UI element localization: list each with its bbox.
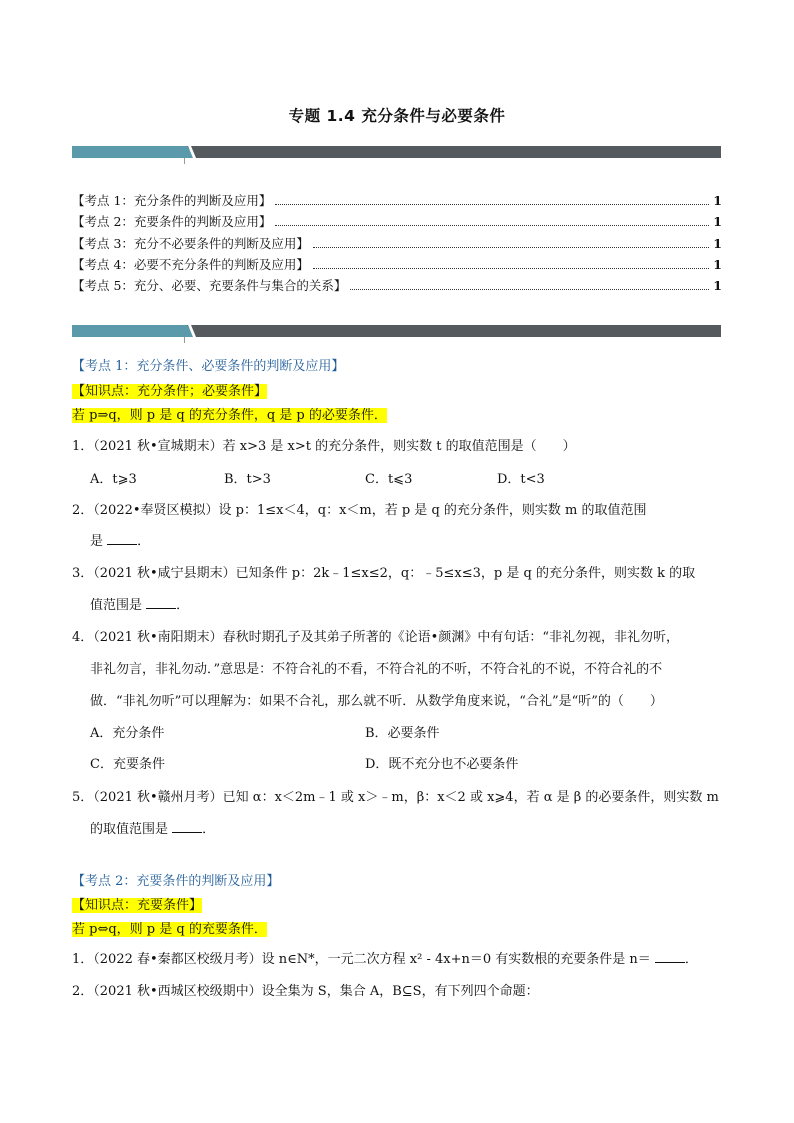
answer-blank[interactable] — [655, 950, 685, 963]
option-a[interactable]: A．t⩾3 — [90, 472, 137, 487]
toc-page-number: 1 — [713, 256, 722, 272]
option-d[interactable]: D．既不充分也不必要条件 — [365, 757, 519, 772]
option-c[interactable]: C．充要条件 — [90, 757, 165, 772]
toc-page-number: 1 — [713, 193, 722, 208]
question-5-line-1: 5．（2021 秋•赣州月考）已知 α：x＜2m﹣1 或 x＞﹣m，β：x＜2 或 x⩾4，若 α 是 β 的必要条件，则实数 m — [72, 790, 719, 805]
question-4-line-3: 做．“非礼勿听”可以理解为：如果不合礼，那么就不听．从数学角度来说，“合礼”是“听”的（ ） — [90, 694, 663, 709]
table-of-contents — [72, 190, 722, 296]
option-b[interactable]: B．t>3 — [224, 472, 271, 487]
option-c[interactable]: C．t⩽3 — [365, 472, 413, 487]
toc-label: 【考点 5：充分、必要、充要条件与集合的关系】 — [72, 278, 347, 294]
knowledge-rule: 若 p⇔q，则 p 是 q 的充要条件． — [72, 922, 267, 937]
question-1: 1．（2021 秋•宣城期末）若 x>3 是 x>t 的充分条件，则实数 t 的取值范围是（ ） — [72, 439, 576, 454]
decorative-bar — [72, 325, 721, 337]
toc-item[interactable] — [72, 254, 722, 275]
question-3-line-1: 3．（2021 秋•咸宁县期末）已知条件 p：2k﹣1≤x≤2，q：﹣5≤x≤3，p 是 q 的充分条件，则实数 k 的取 — [72, 566, 696, 581]
toc-page-number: 1 — [713, 278, 722, 294]
option-b[interactable]: B．必要条件 — [365, 726, 440, 741]
question-1: 1．（2022 春•秦都区校级月考）设 n∈N*，一元二次方程 x² - 4x+n＝0 有实数根的充要条件是 n＝ — [72, 952, 651, 967]
document-page: 专题 1.4 充分条件与必要条件 【考点 1：充分条件的判断及应用】 1 【考点 2：充要条件的判断及应用】 1 【考点 3：充分不必要条件的判断及应用】 1 【考点 4：必要不充分条件的判断及应用】 1 【考点 5：充分、必要、充要条件与集合的关系】 1 【考点 1：充分条件、必要条件的判断及应用】 【知识点：充分条件；必要条件】 若 p⇒q，则 p 是 q 的充分条件，q 是 p 的必要条件． 1．（2021 秋•宣城期末）若 x>3 是 x>t 的充分条件，则实数 t 的取值范围是（ ） A．t⩾3 B．t>3 C．t⩽3 D．t<3 2．（2022•奉贤区模拟）设 p：1≤x＜4，q：x＜m，若 p 是 q 的充分条件，则实数 m 的取值范围 是 ． 3．（2021 秋•咸宁县期末）已知条件 p：2k﹣1≤x≤2，q：﹣5≤x≤3，p 是 q 的充分条件，则实数 k 的取 值范围是 ． 4．（2021 秋•南阳期末）春秋时期孔子及其弟子所著的《论语•颜渊》中有句话：“非礼勿视，非礼勿听， 非礼勿言，非礼勿动．”意思是：不符合礼的不看，不符合礼的不听，不符合礼的不说，不符合礼的不 做．“非礼勿听”可以理解为：如果不合礼，那么就不听．从数学角度来说，“合礼”是“听”的（ ） A．充分条件 B．必要条件 C．充要条件 D．既不充分也不必要条件 5．（2021 秋•赣州月考）已知 α：x＜2m﹣1 或 x＞﹣m，β：x＜2 或 x⩾4，若 α 是 β 的必要条件，则实数 m 的取值范围是 ． 【考点 2：充要条件的判断及应用】 【知识点：充要条件】 若 p⇔q，则 p 是 q 的充要条件． 1．（2022 春•秦都区校级月考）设 n∈N*，一元二次方程 x² - 4x+n＝0 有实数根的充要条件是 n＝ ． 2．（2021 秋•西城区校级期中）设全集为 S，集合 A，B⊆S，有下列四个命题： — [0, 0, 794, 1123]
toc-label: 【考点 1：充分条件的判断及应用】 — [72, 193, 272, 208]
option-d[interactable]: D．t<3 — [497, 472, 545, 487]
toc-page-number: 1 — [713, 214, 722, 230]
answer-blank[interactable] — [107, 532, 137, 545]
toc-label: 【考点 3：充分不必要条件的判断及应用】 — [72, 235, 309, 251]
page-title: 专题 1.4 充分条件与必要条件 — [288, 107, 506, 125]
toc-label: 【考点 4：必要不充分条件的判断及应用】 — [72, 256, 309, 272]
toc-label: 【考点 2：充要条件的判断及应用】 — [72, 214, 272, 230]
question-3-line-2: 值范围是 — [90, 598, 143, 613]
question-2-line-1: 2．（2022•奉贤区模拟）设 p：1≤x＜4，q：x＜m，若 p 是 q 的充分条件，则实数 m 的取值范围 — [72, 503, 647, 518]
answer-blank[interactable] — [146, 596, 176, 609]
section-heading: 【考点 1：充分条件、必要条件的判断及应用】 — [72, 359, 345, 374]
knowledge-rule: 若 p⇒q，则 p 是 q 的充分条件，q 是 p 的必要条件． — [72, 408, 387, 423]
option-a[interactable]: A．充分条件 — [90, 726, 165, 741]
toc-item[interactable] — [72, 190, 722, 211]
toc-page-number: 1 — [713, 235, 722, 251]
question-4-line-2: 非礼勿言，非礼勿动．”意思是：不符合礼的不看，不符合礼的不听，不符合礼的不说，不符合礼的不 — [90, 662, 663, 677]
toc-item[interactable] — [72, 211, 722, 232]
question-5-line-2: 的取值范围是 — [90, 822, 169, 837]
toc-item[interactable] — [72, 275, 722, 296]
question-4-line-1: 4．（2021 秋•南阳期末）春秋时期孔子及其弟子所著的《论语•颜渊》中有句话：“非礼勿视，非礼勿听， — [72, 630, 679, 645]
question-2: 2．（2021 秋•西城区校级期中）设全集为 S，集合 A，B⊆S，有下列四个命题： — [72, 984, 539, 999]
question-2-line-2: 是 — [90, 534, 104, 549]
knowledge-point-label: 【知识点：充要条件】 — [72, 898, 203, 913]
toc-item[interactable] — [72, 233, 722, 254]
answer-blank[interactable] — [172, 820, 202, 833]
decorative-bar — [72, 146, 721, 158]
knowledge-point-label: 【知识点：充分条件；必要条件】 — [72, 384, 268, 399]
section-heading: 【考点 2：充要条件的判断及应用】 — [72, 874, 280, 889]
